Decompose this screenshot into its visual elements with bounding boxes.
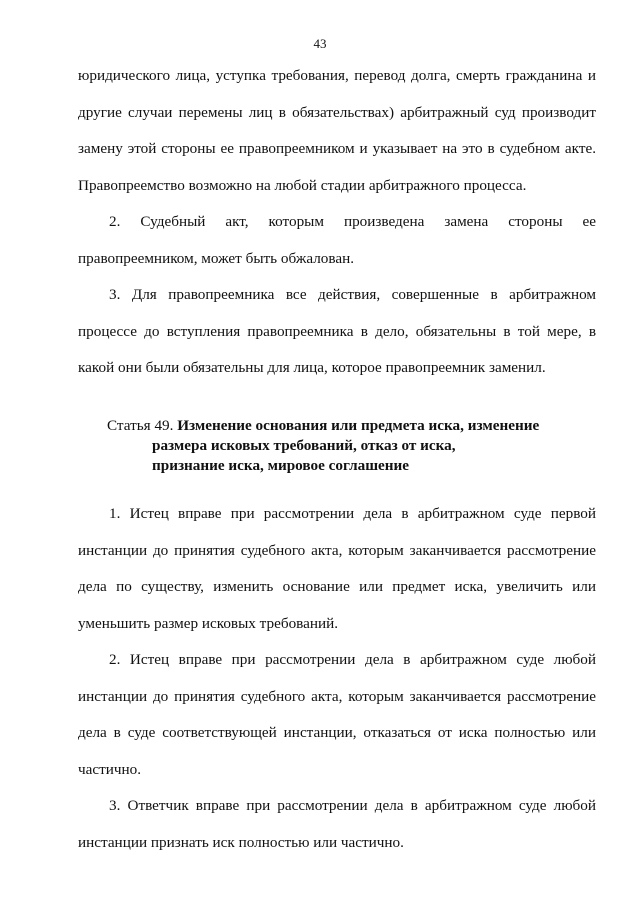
- article-title-line: Изменение основания или предмета иска, изменение: [177, 417, 540, 434]
- paragraph-item-2: 2. Судебный акт, которым произведена замена стороны ее правопреемником, может быть обжалован.: [78, 213, 596, 267]
- article-heading: [107, 416, 587, 476]
- paragraph-item-3: 3. Для правопреемника все действия, совершенные в арбитражном процессе до вступления правопреемника в дело, обязательны в той мере, в какой они были обязательны для лица, которое правопреемник заменил.: [78, 286, 596, 376]
- article-label: Статья 49.: [107, 417, 178, 434]
- article-paragraph-1: 1. Истец вправе при рассмотрении дела в арбитражном суде первой инстанции до принятия судебного акта, которым заканчивается рассмотрение дела по существу, изменить основание или предмет иска, увеличить или уменьшить размер исковых требований.: [78, 505, 596, 632]
- body-text-after-article: [78, 496, 596, 861]
- article-title: [177, 416, 539, 436]
- page-number: 43: [313, 36, 327, 51]
- article-paragraph-3: 3. Ответчик вправе при рассмотрении дела в арбитражном суде любой инстанции признать иск полностью или частично.: [78, 797, 596, 851]
- article-title-line: размера исковых требований, отказ от иска,: [152, 437, 456, 454]
- article-title-line: признание иска, мировое соглашение: [152, 457, 409, 474]
- article-paragraph-2: 2. Истец вправе при рассмотрении дела в арбитражном суде любой инстанции до принятия судебного акта, которым заканчивается рассмотрение дела в суде соответствующей инстанции, отказаться от иска полностью или частично.: [78, 651, 596, 778]
- body-text-before-article: [78, 58, 596, 387]
- paragraph-continuation: юридического лица, уступка требования, перевод долга, смерть гражданина и другие случаи перемены лиц в обязательствах) арбитражный суд производит замену этой стороны ее правопреемником и указывает на это в судебном акте. Правопреемство возможно на любой стадии арбитражного процесса.: [78, 67, 596, 194]
